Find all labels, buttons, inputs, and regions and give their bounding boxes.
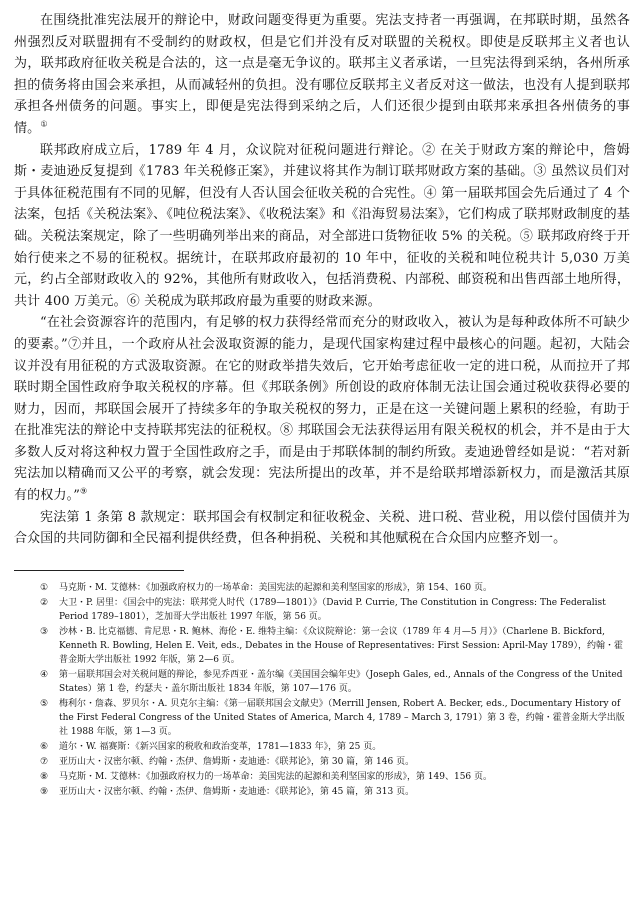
footnote-item	[14, 625, 630, 667]
footnote-ref: ⑨	[80, 486, 88, 496]
footnote-divider	[14, 570, 184, 571]
footnote-number: ⑧	[40, 771, 49, 782]
footnote-item	[14, 596, 630, 624]
footnote-number: ①	[40, 582, 49, 593]
footnote-number: ⑨	[40, 786, 49, 797]
footnote-text: 第一届联邦国会对关税问题的辩论，参见乔西亚・盖尔编《美国国会编年史》（Joseph Gales, ed., Annals of the Congress of the United States）第 1 卷，约瑟夫・盖尔斯出版社 1834 年版，第 107—176 页。	[59, 669, 623, 694]
footnote-text: 梅利尔・詹森、罗贝尔・A. 贝克尔主编：《第一届联邦国会文献史》（Merrill Jensen, Robert A. Becker, eds., Documentary History of the First Federal Congress of the United States of America, March 4, 1789 – March 3, 1791）第 3 卷，约翰・霍普金斯大学出版社 1988 年版，第 1—3 页。	[59, 698, 625, 737]
paragraph-2	[14, 140, 630, 313]
footnote-text: 马克斯・M. 艾德林：《加强政府权力的一场革命：美国宪法的起源和美利坚国家的形成》，第 154、160 页。	[59, 582, 493, 593]
footnote-text: 道尔・W. 福赛斯：《新兴国家的税收和政治变革，1781—1833 年》，第 25 页。	[59, 741, 382, 752]
footnote-text: 亚历山大・汉密尔顿、约翰・杰伊、詹姆斯・麦迪逊：《联邦论》，第 30 篇，第 146 页。	[59, 756, 415, 767]
footnote-number: ④	[40, 669, 49, 680]
footnote-item	[14, 697, 630, 739]
paragraph-text: 宪法第 1 条第 8 款规定：联邦国会有权制定和征收税金、关税、进口税、营业税，用以偿付国债并为合众国的共同防御和全民福利提供经费，但各种捐税、关税和其他赋税在合众国内应整齐划一。	[14, 509, 630, 547]
paragraph-text: 在围绕批准宪法展开的辩论中，财政问题变得更为重要。宪法支持者一再强调，在邦联时期，虽然各州强烈反对联盟拥有不受制约的财政权，但是它们并没有反对联盟的关税权。即使是反联邦主义者也认为，联邦政府征收关税是合法的，这一点是毫无争议的。联邦主义者承诺，一旦宪法得到采纳，各州所承担的债务将由国会来承担，从而减轻州的负担。没有哪位反联邦主义者反对这一做法，也没有人提到联邦承担各州债务的问题。事实上，即便是宪法得到采纳之后，人们还很少提到由联邦来承担各州债务的事情。	[14, 13, 630, 136]
footnote-number: ⑦	[40, 756, 49, 767]
footnote-item	[14, 770, 630, 784]
paragraph-3	[14, 312, 630, 506]
footnote-number: ⑥	[40, 741, 49, 752]
footnote-text: 沙林・B. 比克福德、肯尼思・R. 鲍林、海伦・E. 维特主编：《众议院辩论：第一会议（1789 年 4 月—5 月）》（Charlene B. Bickford, Kenneth R. Bowling, Helen E. Veit, eds., Debates in the House of Representatives: First Session: April-May 1789），约翰・霍普金斯大学出版社 1992 年版，第 2—6 页。	[59, 626, 623, 665]
footnote-text: 亚历山大・汉密尔顿、约翰・杰伊、詹姆斯・麦迪逊：《联邦论》，第 45 篇，第 313 页。	[59, 786, 415, 797]
paragraph-4	[14, 507, 630, 550]
paragraph-text: “在社会资源容许的范围内，有足够的权力获得经常而充分的财政收入，被认为是每种政体所不可缺少的要素。”⑦并且，一个政府从社会汲取资源的能力，是现代国家构建过程中最核心的问题。起初，大陆会议并没有用征税的方式汲取资源。在它的财政举措失效后，它开始考虑征收一定的进口税，从而拉开了邦联时期全国性政府争取关税权的序幕。但《邦联条例》所创设的政府体制无法让国会通过税收获得必要的财力，因而，邦联国会展开了持续多年的争取关税权的努力，正是在这一关键问题上累积的经验，有助于在批准宪法的辩论中支持联邦宪法的征税权。⑧ 邦联国会无法获得运用有限关税权的机会，并不是由于大多数人反对将这种权力置于全国性政府之手，而是由于邦联体制的制约所致。麦迪逊曾经如是说：“若对新宪法加以精确而又公平的考察，就会发现：宪法所提出的改革，并不是给联邦增添新权力，而是激活其原有的权力。”	[14, 315, 630, 504]
paragraph-text: 联邦政府成立后，1789 年 4 月，众议院对征税问题进行辩论。② 在关于财政方案的辩论中，詹姆斯・麦迪逊反复提到《1783 年关税修正案》，并建议将其作为制订联邦财政方案的基础。③ 虽然议员们对于具体征税范围有不同的见解，但没有人否认国会征收关税的合宪性。④ 第一届联邦国会先后通过了 4 个法案，包括《关税法案》、《吨位税法案》、《收税法案》和《沿海贸易法案》，它们构成了联邦财政制度的基础。关税法案规定，除了一些明确列举出来的商品，对全部进口货物征收 5% 的关税。⑤ 联邦政府终于开始行使来之不易的征税权。据统计，在联邦政府最初的 10 年中，征收的关税和吨位税共计 5,030 万美元，约占全部财政收入的 92%，其他所有财政收入，包括消费税、内部税、邮资税和出售西部土地所得，共计 400 万美元。⑥ 关税成为联邦政府最为重要的财政来源。	[14, 142, 630, 309]
footnote-ref: ①	[40, 119, 48, 129]
footnotes-list	[14, 581, 630, 799]
main-text	[14, 10, 630, 550]
footnote-text: 大卫・P. 居里：《国会中的宪法：联邦党人时代（1789—1801）》（David P. Currie, The Constitution in Congress: The Federalist Period 1789–1801），芝加哥大学出版社 1997 年版，第 56 页。	[59, 597, 606, 622]
footnote-item	[14, 740, 630, 754]
footnote-number: ②	[40, 597, 49, 608]
footnote-text: 马克斯・M. 艾德林：《加强政府权力的一场革命：美国宪法的起源和美利坚国家的形成》，第 149、156 页。	[59, 771, 493, 782]
footnote-item	[14, 755, 630, 769]
footnote-item	[14, 668, 630, 696]
paragraph-1	[14, 10, 630, 140]
footnote-item	[14, 785, 630, 799]
footnote-number: ⑤	[40, 698, 49, 709]
footnote-item	[14, 581, 630, 595]
footnote-number: ③	[40, 626, 49, 637]
